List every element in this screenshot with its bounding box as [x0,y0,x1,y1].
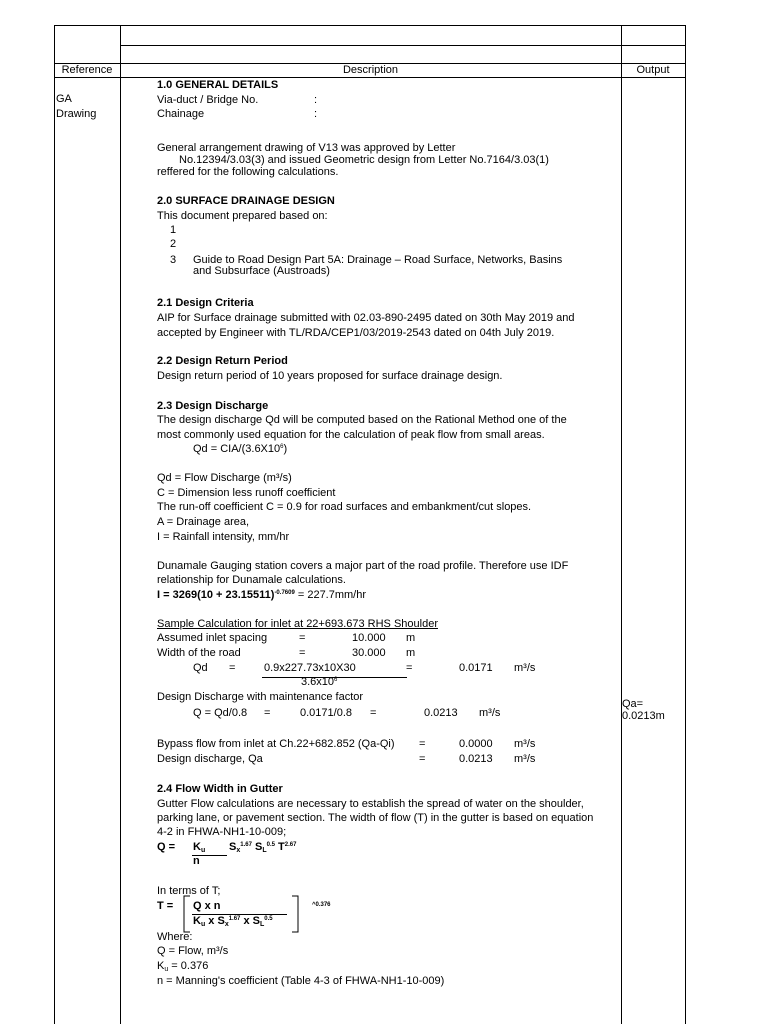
list-item-3-line1: Guide to Road Design Part 5A: Drainage – Road Surface, Networks, Basins [193,254,563,266]
def-a: A = Drainage area, [157,516,250,528]
t-eq-numerator: Q x n [193,900,221,912]
gutter-flow-line1: Gutter Flow calculations are necessary to establish the spread of water on the shoulder, [157,798,584,810]
q-value: 0.0213 [424,707,458,719]
dunamale-line2: relationship for Dunamale calculations. [157,574,346,586]
bypass-flow-unit: m³/s [514,738,536,750]
q-equals-2: = [370,707,377,719]
inlet-spacing-value: 10.000 [352,632,386,644]
chainage-colon: : [314,108,318,120]
calculation-sheet [54,25,686,1024]
q-equals: = [264,707,271,719]
bypass-flow-equals: = [419,738,426,750]
qd-label: Qd [193,662,208,674]
sample-calc-heading: Sample Calculation for inlet at 22+693.673 RHS Shoulder [157,618,438,630]
reference-drawing: Drawing [56,108,97,120]
design-criteria-line2: accepted by Engineer with TL/RDA/CEP1/03/2019-2543 dated on 04th July 2019. [157,327,555,339]
gutter-flow-line2: parking lane, or pavement section. The width of flow (T) in the gutter is based on equation [157,812,594,824]
reference-ga: GA [56,93,72,105]
design-discharge-line2: most commonly used equation for the calculation of peak flow from small areas. [157,429,545,441]
list-item-number-3: 3 [170,254,177,266]
bypass-flow-label: Bypass flow from inlet at Ch.22+682.852 (Qa-Qi) [157,738,395,750]
list-item-number-1: 1 [170,224,177,236]
viaduct-label: Via-duct / Bridge No. [157,94,259,106]
section-2-3-heading: 2.3 Design Discharge [157,400,269,412]
rational-method-equation: Qd = CIA/$(3.6X10^6)$ [193,443,288,455]
design-discharge-line1: The design discharge Qd will be computed based on the Rational Method one of the [157,414,567,426]
gutter-eq-ku: $K_u$ [193,841,206,854]
road-width-equals: = [299,647,306,659]
section-2-heading: 2.0 SURFACE DRAINAGE DESIGN [157,195,335,207]
table-top-border [54,25,686,26]
section-2-1-heading: 2.1 Design Criteria [157,297,254,309]
header-divider-3 [54,77,686,78]
gutter-eq-lhs: Q = [157,841,176,853]
list-item-3-line2: and Subsurface (Austroads) [193,265,330,277]
ga-paragraph-line1: General arrangement drawing of V13 was approved by Letter [157,142,456,154]
in-terms-of-t: In terms of T; [157,885,221,897]
def-qd: Qd = Flow Discharge (m³/s) [157,472,292,484]
design-discharge-qa-unit: m³/s [514,753,536,765]
gutter-flow-line3: 4-2 in FHWA-NH1-10-009; [157,826,287,838]
header-output: Output [636,64,670,76]
output-qa-value: 0.0213m [622,710,665,722]
ga-paragraph-line3: reffered for the following calculations. [157,166,339,178]
road-width-value: 30.000 [352,647,386,659]
return-period-line: Design return period of 10 years proposed for surface drainage design. [157,370,503,382]
list-item-number-2: 2 [170,238,177,250]
def-q-flow: Q = Flow, m³/s [157,945,229,957]
bypass-flow-value: 0.0000 [459,738,493,750]
road-width-label: Width of the road [157,647,241,659]
q-calculation: 0.0171/0.8 [300,707,352,719]
qd-unit: m³/s [514,662,536,674]
q-unit: m³/s [479,707,501,719]
output-qa-label: Qa= [622,698,644,710]
column-divider-reference [120,25,121,1024]
right-bracket [290,895,300,933]
section-2-intro: This document prepared based on: [157,210,328,222]
header-reference: Reference [61,64,113,76]
design-discharge-qa-value: 0.0213 [459,753,493,765]
section-2-2-heading: 2.2 Design Return Period [157,355,288,367]
def-manning-n: n = Manning's coefficient (Table 4-3 of FHWA-NH1-10-009) [157,975,445,987]
ga-paragraph-line2: No.12394/3.03(3) and issued Geometric design from Letter No.7164/3.03(1) [179,154,549,166]
qd-denominator: $3.6x10^6$ [301,676,338,688]
qd-equals: = [229,662,236,674]
road-width-unit: m [406,647,416,659]
dunamale-line1: Dunamale Gauging station covers a major part of the road profile. Therefore use IDF [157,560,569,572]
table-border-right [685,25,686,1024]
header-divider-1 [120,45,686,46]
header-description: Description [342,64,399,76]
qd-value: 0.0171 [459,662,493,674]
gutter-eq-terms: $S_x^{1.67}$ $S_L^{0.5}$ $T^{2.67}$ [229,841,297,854]
def-ku: $K_u = 0.376$ [157,960,209,973]
left-bracket [182,895,192,933]
qd-equals-2: = [406,662,413,674]
chainage-label: Chainage [157,108,205,120]
idf-equation: $I = 3269(10 + 23.15511)^{-0.7609} = 227.7mm/hr$ [157,589,367,601]
inlet-spacing-label: Assumed inlet spacing [157,632,268,644]
design-discharge-qa-equals: = [419,753,426,765]
design-criteria-line1: AIP for Surface drainage submitted with 02.03-890-2495 dated on 30th May 2019 and [157,312,575,324]
viaduct-colon: : [314,94,318,106]
column-divider-output [621,25,622,1024]
inlet-spacing-unit: m [406,632,416,644]
table-border-left [54,25,55,1024]
def-i: I = Rainfall intensity, mm/hr [157,531,290,543]
section-1-heading: 1.0 GENERAL DETAILS [157,79,279,91]
where-label: Where: [157,931,193,943]
design-discharge-qa-label: Design discharge, Qa [157,753,263,765]
inlet-spacing-equals: = [299,632,306,644]
q-formula: Q = Qd/0.8 [193,707,248,719]
maintenance-factor-label: Design Discharge with maintenance factor [157,691,364,703]
qd-numerator: 0.9x227.73x10X30 [264,662,356,674]
gutter-eq-n: n [193,855,200,867]
def-c: C = Dimension less runoff coefficient [157,487,336,499]
t-eq-denominator: $K_u$ x $S_x^{1.67}$ x $S_L^{0.5}$ [193,915,273,928]
def-c-value: The run-off coefficient C = 0.9 for road surfaces and embankment/cut slopes. [157,501,532,513]
t-eq-lhs: T = [157,900,174,912]
t-eq-power: ^0.376 [312,902,331,908]
section-2-4-heading: 2.4 Flow Width in Gutter [157,783,283,795]
